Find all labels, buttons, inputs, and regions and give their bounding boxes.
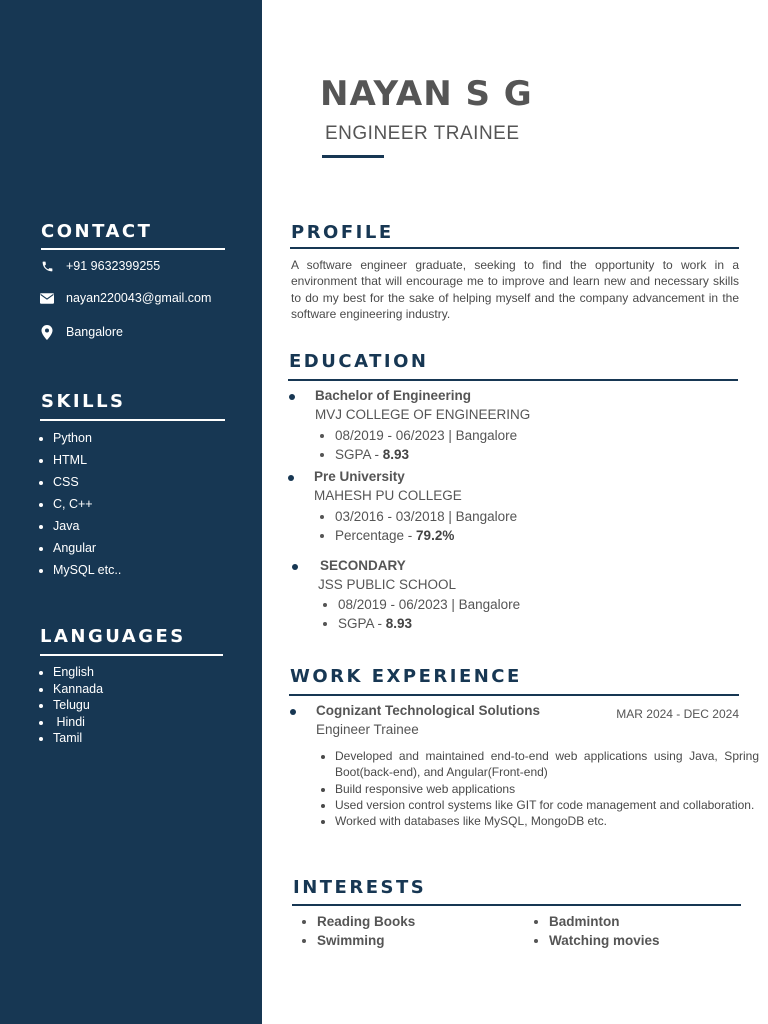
contact-heading: CONTACT [41, 221, 153, 242]
skill-item: • Angular [53, 537, 121, 559]
bullet-dot [292, 564, 298, 570]
language-item: • Kannada [53, 681, 103, 698]
contact-phone [40, 259, 160, 273]
language-item: • Hindi [53, 714, 103, 731]
language-item: • Telugu [53, 697, 103, 714]
experience-divider [289, 694, 739, 696]
education-institution: MAHESH PU COLLEGE [314, 488, 462, 503]
company-name: Cognizant Technological Solutions [316, 703, 540, 718]
phone-icon [40, 259, 54, 273]
experience-heading: WORK EXPERIENCE [290, 666, 522, 687]
interests-heading: INTERESTS [293, 877, 427, 898]
bullet-dot [288, 475, 294, 481]
education-details [315, 508, 517, 545]
email-address: nayan220043@gmail.com [66, 291, 212, 305]
location-text: Bangalore [66, 325, 123, 339]
education-degree: Bachelor of Engineering [315, 388, 472, 403]
name-underline [322, 155, 384, 158]
interests-list-right [529, 912, 660, 950]
education-degree: SECONDARY [320, 558, 406, 573]
skill-item: • Java [53, 515, 121, 537]
experience-bullets [315, 748, 759, 829]
education-details [315, 427, 517, 464]
employment-dates: MAR 2024 - DEC 2024 [616, 707, 739, 721]
skills-divider [40, 419, 225, 421]
education-dates: • 08/2019 - 06/2023 | Bangalore [338, 596, 520, 615]
interest-item: • Badminton [549, 912, 660, 931]
sidebar [0, 0, 262, 1024]
contact-location [40, 325, 123, 339]
education-institution: JSS PUBLIC SCHOOL [318, 577, 457, 592]
languages-divider [40, 654, 223, 656]
interests-divider [292, 904, 741, 906]
experience-bullet: • Worked with databases like MySQL, MongoDB etc. [335, 813, 759, 829]
language-item: • English [53, 664, 103, 681]
language-item: • Tamil [53, 730, 103, 747]
skill-item: • MySQL etc.. [53, 559, 121, 581]
skill-item: • C, C++ [53, 493, 121, 515]
skills-heading: SKILLS [41, 391, 126, 412]
languages-heading: LANGUAGES [40, 626, 186, 647]
skill-item: • CSS [53, 471, 121, 493]
education-degree: Pre University [314, 469, 405, 484]
education-dates: • 03/2016 - 03/2018 | Bangalore [335, 508, 517, 527]
job-role: Engineer Trainee [316, 722, 419, 737]
education-score: • Percentage - 79.2% [335, 527, 517, 546]
contact-divider [41, 248, 225, 250]
education-institution: MVJ COLLEGE OF ENGINEERING [315, 407, 531, 422]
education-dates: • 08/2019 - 06/2023 | Bangalore [335, 427, 517, 446]
education-score: • SGPA - 8.93 [335, 446, 517, 465]
phone-number: +91 9632399255 [66, 259, 161, 273]
contact-email [40, 291, 211, 305]
interests-list-left [297, 912, 415, 950]
location-pin-icon [40, 325, 54, 339]
profile-heading: PROFILE [291, 222, 394, 243]
skills-list [37, 427, 121, 581]
experience-bullet: • Build responsive web applications [335, 781, 759, 797]
experience-bullet: • Used version control systems like GIT for code management and collaboration. [335, 797, 759, 813]
education-score: • SGPA - 8.93 [338, 615, 520, 634]
bullet-dot [290, 709, 296, 715]
interest-item: • Swimming [317, 931, 415, 950]
candidate-name: NAYAN S G [320, 74, 533, 114]
interest-item: • Watching movies [549, 931, 660, 950]
profile-divider [290, 247, 739, 249]
bullet-dot [289, 394, 295, 400]
interest-item: • Reading Books [317, 912, 415, 931]
mail-icon [40, 291, 54, 305]
candidate-role: ENGINEER TRAINEE [325, 123, 520, 144]
profile-summary: A software engineer graduate, seeking to find the opportunity to work in a environment that will encourage me to improve and learn new and necessary skills to do my best for the sake of helping myself and the company advancement in the software engineering industry. [291, 258, 739, 322]
education-divider [288, 379, 738, 381]
experience-bullet: • Developed and maintained end-to-end web applications using Java, Spring Boot(back-end), and Angular(Front-end) [335, 748, 759, 781]
education-heading: EDUCATION [289, 351, 429, 372]
languages-list [37, 664, 103, 747]
education-details [318, 596, 520, 633]
skill-item: • HTML [53, 449, 121, 471]
skill-item: • Python [53, 427, 121, 449]
